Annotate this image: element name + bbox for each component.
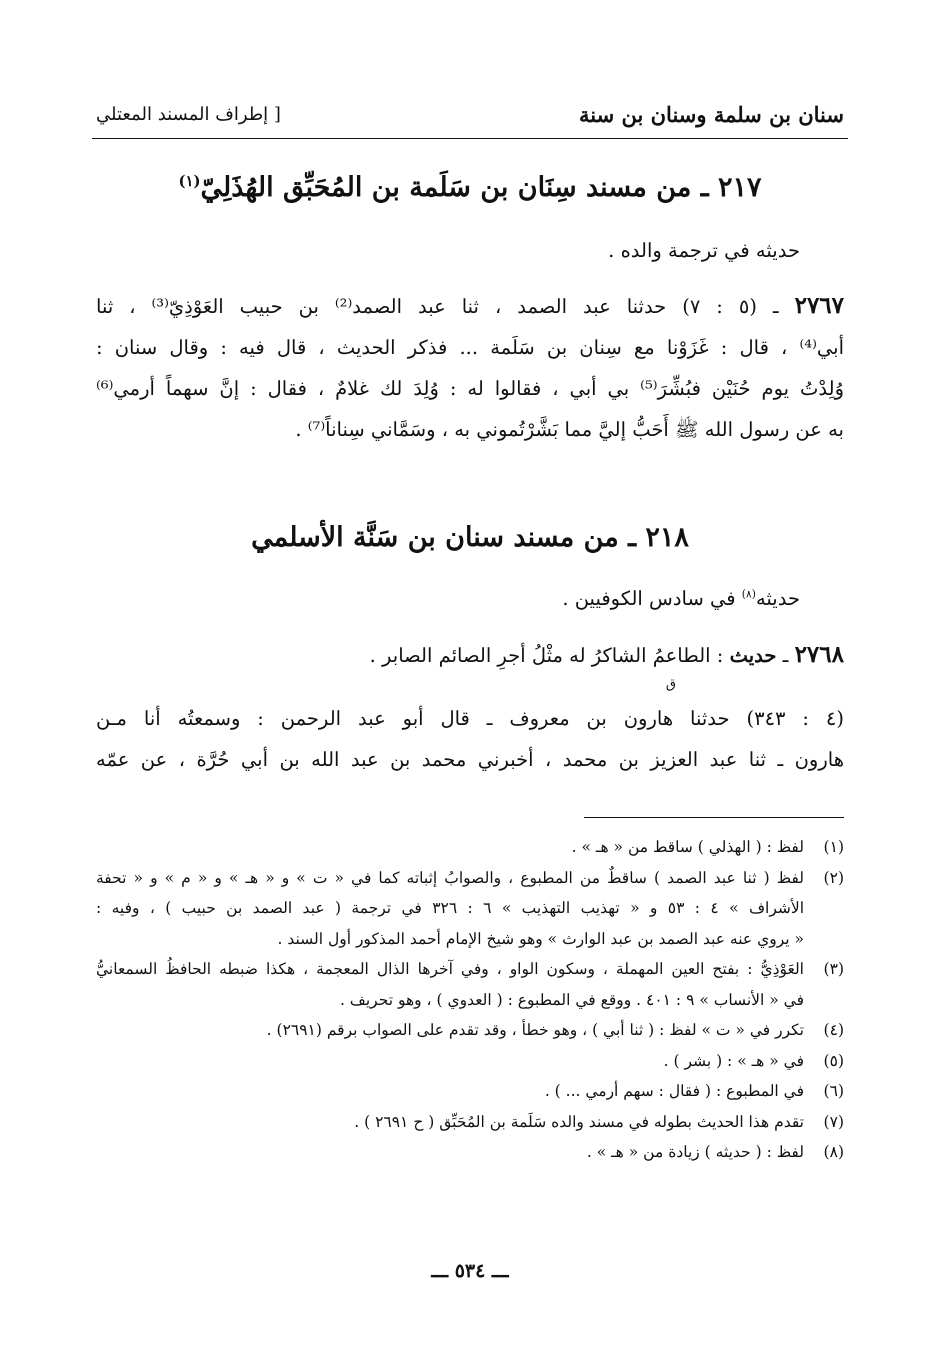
footnote-1: [96, 832, 844, 863]
hadith-2768-matn: : الطاعمُ الشاكرُ له مثْلُ أجرِ الصائم الصابر .: [369, 644, 724, 667]
footnote-ref-8: (٨): [741, 587, 756, 601]
footnote-mark: (٤): [823, 1021, 844, 1039]
footnote-7: [96, 1107, 844, 1138]
hadith-number: ٢٧٦٨: [794, 641, 844, 668]
footnote-text: لفظ : ( الهذلي ) ساقط من « هـ » .: [571, 838, 804, 856]
hadith-2768-heading: ٢٧٦٨ ـ حديث : الطاعمُ الشاكرُ له مثْلُ أجرِ الصائم الصابر .: [369, 641, 844, 668]
footnote-mark: (٧): [823, 1112, 844, 1131]
section-217-title: [100, 172, 840, 203]
section-218-subtitle: [96, 578, 800, 619]
footnote-text: تقدم هذا الحديث بطوله في مسند والده سَلَمة بن المُحَبِّق ( ح ٢٦٩١ ) .: [354, 1112, 804, 1131]
footnote-8: [96, 1137, 844, 1168]
running-header: [96, 100, 844, 136]
running-header-title: سنان بن سلمة وسنان بن سنة: [578, 102, 844, 127]
hadith-keyword: حديث: [729, 644, 777, 667]
footnote-text: في « الأنساب » ٩ : ٤٠١ . ووقع في المطبوع : ( العدوي ) ، وهو تحريف .: [339, 990, 804, 1009]
section-218-title-text: ٢١٨ ـ من مسند سنان بن سَنَّة الأسلمي: [251, 522, 689, 553]
footnote-mark: (٢): [823, 868, 844, 887]
section-217-title-text: ٢١٧ ـ من مسند سِنَان بن سَلَمة بن المُحَبِّق الهُذَلِيّ: [200, 172, 762, 203]
footnote-mark: (٣): [823, 960, 844, 978]
section-218-title: [100, 522, 840, 553]
subtitle-post: في سادس الكوفيين .: [562, 587, 742, 610]
hadith-2768-line-2: هارون ـ ثنا عبد العزيز بن محمد ، أخبرني محمد بن عبد الله بن أبي حُرَّة ، عن عمّه: [96, 748, 844, 771]
footnote-6: [96, 1076, 844, 1107]
footnote-mark: (٨): [823, 1143, 844, 1161]
hadith-2767-line-1: [96, 285, 844, 327]
footnote-rule: [584, 817, 844, 818]
hadith-2767-line-4: به عن رسول الله ﷺ أَحَبُّ إليَّ مما بَشَّرْتُموني به ، وسَمَّاني سِناناً⁽⁷⁾ .: [295, 418, 844, 441]
footnote-text: لفظ ( ثنا عبد الصمد ) ساقطٌ من المطبوع ، والصوابُ إثباته كما في « ت » و « هـ » و « م » و « تحفة: [96, 868, 804, 887]
footnote-text: العَوْذِيُّ : بفتح العين المهملة ، وسكون الواو ، وفي آخرها الذال المعجمة ، هكذا ضبطه الحافظُ السمعانيُّ: [96, 960, 804, 978]
hadith-2767-text-1: ـ (٥ : ٧) حدثنا عبد الصمد ، ثنا عبد الصمد⁽²⁾ بن حبيب العَوْذِيّ⁽³⁾ ، ثنا: [96, 295, 779, 318]
hadith-2768-line-1: (٤ : ٣٤٣) حدثنا هارون بن معروف ـ قال أبو عبد الرحمن : وسمعتُه أنا مـن: [96, 707, 844, 730]
footnote-mark: (٥): [823, 1051, 844, 1070]
header-rule: [92, 138, 848, 139]
hadith-2767: [96, 285, 844, 450]
footnote-mark: (٦): [823, 1082, 844, 1100]
footnote-ref-1: (١): [178, 172, 201, 190]
footnote-2: [96, 863, 844, 955]
hadith-number: ٢٧٦٧: [794, 292, 845, 319]
footnote-mark: (١): [823, 838, 844, 856]
hadith-2768-isnad: [96, 698, 844, 780]
hadith-2767-line-3: وُلِدْتُ يوم حُنَيْن فبُشِّرَ⁽⁵⁾ بي أبي ، فقالوا له : وُلِدَ لك غلامٌ ، فقال : إنَّ سهماً أرمي⁽⁶⁾: [96, 377, 844, 400]
running-header-book-title: [ إطراف المسند المعتلي: [96, 104, 281, 125]
footnote-text: تكرر في « ت » لفظ : ( ثنا أبي ) ، وهو خطأ ، وقد تقدم على الصواب برقم (٢٦٩١) .: [266, 1021, 804, 1039]
hadith-2767-line-2: أبي⁽⁴⁾ ، قال : غَزَوْنا مع سِنان بن سَلَمة ... فذكر الحديث ، قال فيه : وقال سنان :: [96, 336, 844, 359]
footnote-4: [96, 1015, 844, 1046]
footnote-5: [96, 1046, 844, 1077]
hadith-siglum: ق: [665, 677, 676, 692]
section-218-subtitle-line: [96, 578, 800, 619]
footnote-text: لفظ : ( حديثه ) زيادة من « هـ » .: [586, 1143, 804, 1161]
hadith-2768: [96, 634, 844, 692]
footnote-text: في المطبوع : ( فقال : سهم أرمي ... ) .: [544, 1082, 804, 1100]
page-number: ـــ ٥٣٤ ـــ: [431, 1260, 509, 1282]
footnotes: [96, 832, 844, 1168]
section-217-subtitle-text: حديثه في ترجمة والده .: [608, 239, 800, 262]
subtitle-pre: حديثه: [755, 587, 800, 610]
footnote-text: « يروي عنه عبد الصمد بن عبد الوارث » وهو شيخ الإمام أحمد المذكور أول السند .: [277, 929, 804, 948]
footnote-3: [96, 954, 844, 1015]
section-217-subtitle: [96, 230, 800, 271]
footnote-text: في « هـ » : ( بشر ) .: [663, 1051, 804, 1070]
footnote-text: الأشراف » ٤ : ٥٣ و « تهذيب التهذيب » ٦ : ٣٢٦ في ترجمة ( عبد الصمد بن حبيب ) ، وفيه :: [96, 899, 805, 917]
